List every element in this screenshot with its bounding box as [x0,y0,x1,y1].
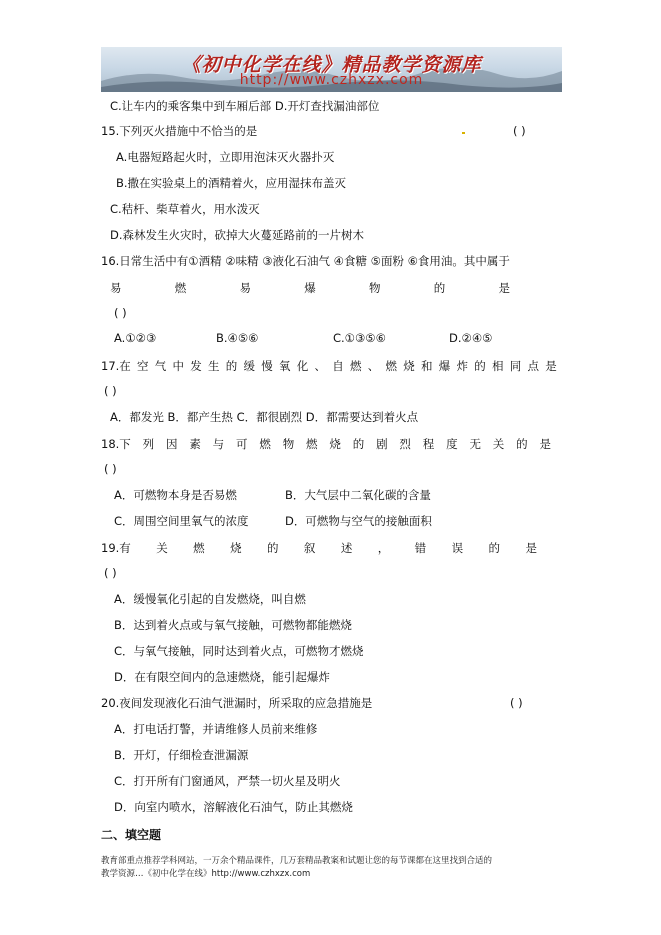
q15-stem: 15.下列灭火措施中不恰当的是 [101,124,258,138]
q18-answer-blank: ( ) [104,462,117,476]
q20-stem: 20.夜间发现液化石油气泄漏时，所采取的应急措施是 [101,696,373,710]
q17-stem: 17.在 空 气 中 发 生 的 缓 慢 氧 化 、 自 燃 、 燃 烧 和 爆 炸 的 相 同 点 是 [101,359,557,373]
q20-option-a: A．打电话打警，并请维修人员前来维修 [114,722,318,736]
banner-url[interactable]: http://www.czhxzx.com [239,72,424,88]
q19-option-c: C．与氧气接触，同时达到着火点，可燃物才燃烧 [114,644,364,658]
q20-option-b: B．开灯，仔细检查泄漏源 [114,748,249,762]
q15-option-b: B.撒在实验桌上的酒精着火，应用湿抹布盖灭 [116,176,347,190]
q20-option-d: D．向室内喷水，溶解液化石油气，防止其燃烧 [114,800,353,814]
q18-option-b: B．大气层中二氧化碳的含量 [285,488,431,502]
q16-option-a: A.①②③ [114,331,157,345]
banner-title: 《初中化学在线》精品教学资源库 [181,54,482,76]
q18-option-d: D．可燃物与空气的接触面积 [285,514,432,528]
q18-option-a: A．可燃物本身是否易燃 [114,488,237,502]
q14-options-cd: C.让车内的乘客集中到车厢后部 D.开灯查找漏油部位 [110,99,380,113]
q16-stem-continued: 易 燃 易 爆 物 的 是 [110,281,510,295]
q19-option-b: B．达到着火点或与氧气接触，可燃物都能燃烧 [114,618,352,632]
q16-answer-blank: ( ) [114,306,127,320]
q15-option-d: D.森林发生火灾时，砍掉大火蔓延路前的一片树木 [110,228,365,242]
q18-stem: 18.下 列 因 素 与 可 燃 物 燃 烧 的 剧 烈 程 度 无 关 的 是 [101,437,551,451]
q16-stem: 16.日常生活中有①酒精 ②味精 ③液化石油气 ④食糖 ⑤面粉 ⑥食用油。其中属于 [101,254,510,268]
q16-option-b: B.④⑤⑥ [216,331,259,345]
q19-option-a: A．缓慢氧化引起的自发燃烧，叫自燃 [114,592,306,606]
q20-answer-blank: ( ) [510,696,523,710]
q20-option-c: C．打开所有门窗通风，严禁一切火星及明火 [114,774,341,788]
header-banner [101,47,562,92]
q16-option-d: D.②④⑤ [449,331,493,345]
q17-options: A．都发光 B．都产生热 C．都很剧烈 D．都需要达到着火点 [110,410,419,424]
q19-stem: 19.有 关 燃 烧 的 叙 述 ， 错 误 的 是 [101,541,537,555]
footer-line-1: 教育部重点推荐学科网站，一万余个精品课件，几万套精品教案和试题让您的每节课都在这里找到合适的 [101,856,493,866]
q18-option-c: C．周围空间里氧气的浓度 [114,514,249,528]
q15-option-a: A.电器短路起火时，立即用泡沫灭火器扑灭 [116,150,335,164]
q15-answer-blank: ( ) [513,124,526,138]
q17-answer-blank: ( ) [104,384,117,398]
q16-option-c: C.①③⑤⑥ [333,331,386,345]
q19-answer-blank: ( ) [104,566,117,580]
section-title: 二、填空题 [101,828,162,842]
q15-option-c: C.秸杆、柴草着火，用水泼灭 [110,202,260,216]
footer-line-2[interactable]: 教学资源…《初中化学在线》http://www.czhxzx.com [101,869,311,879]
decorative-dot [462,132,465,134]
q19-option-d: D．在有限空间内的急速燃烧，能引起爆炸 [114,670,330,684]
